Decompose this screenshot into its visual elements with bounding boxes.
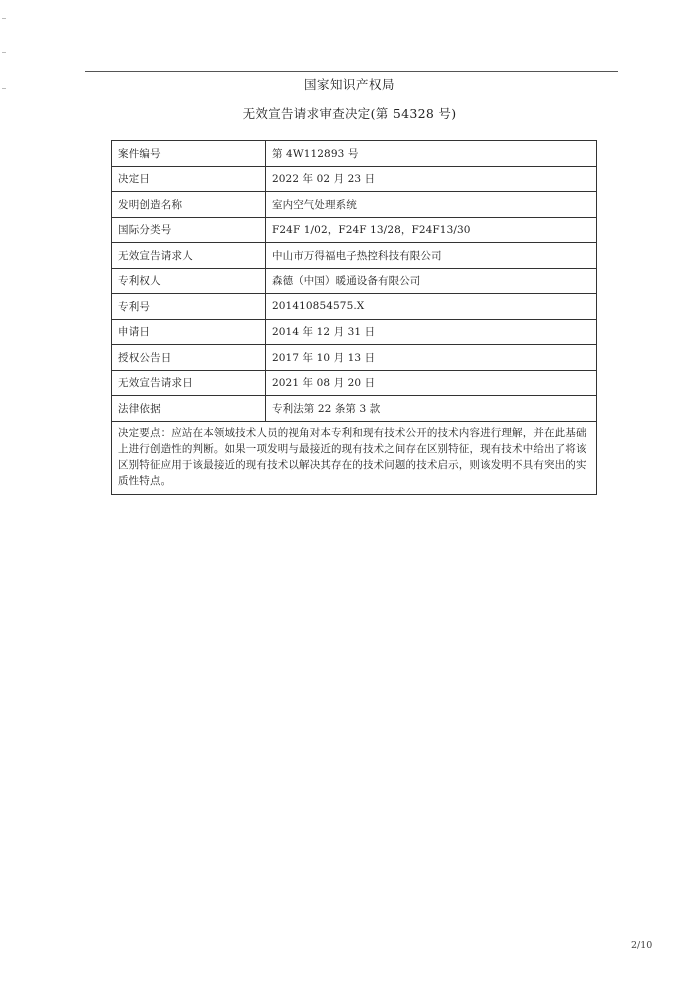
grant-date-value: 2017 年 10 月 13 日 bbox=[266, 345, 597, 371]
table-row bbox=[112, 294, 597, 320]
table-row bbox=[112, 396, 597, 422]
case-number-value: 第 4W112893 号 bbox=[266, 141, 597, 167]
request-date-label: 无效宣告请求日 bbox=[112, 370, 266, 396]
patent-number-value: 201410854575.X bbox=[266, 294, 597, 320]
patentee-label: 专利权人 bbox=[112, 268, 266, 294]
legal-basis-label: 法律依据 bbox=[112, 396, 266, 422]
table-row bbox=[112, 217, 597, 243]
decision-date-label: 决定日 bbox=[112, 166, 266, 192]
filing-date-value: 2014 年 12 月 31 日 bbox=[266, 319, 597, 345]
decision-title: 无效宣告请求审查决定(第 54328 号) bbox=[242, 106, 457, 121]
ipc-label: 国际分类号 bbox=[112, 217, 266, 243]
scan-mark bbox=[2, 52, 6, 53]
table-row bbox=[112, 166, 597, 192]
table-row bbox=[112, 345, 597, 371]
decision-summary: 决定要点：应站在本领域技术人员的视角对本专利和现有技术公开的技术内容进行理解，并在此基础上进行创造性的判断。如果一项发明与最接近的现有技术之间存在区别特征，现有技术中给出了将该区别特征应用于该最接近的现有技术以解决其存在的技术问题的技术启示，则该发明不具有突出的实质性特点。 bbox=[112, 421, 597, 494]
request-date-value: 2021 年 08 月 20 日 bbox=[266, 370, 597, 396]
patent-number-label: 专利号 bbox=[112, 294, 266, 320]
petitioner-label: 无效宣告请求人 bbox=[112, 243, 266, 269]
petitioner-value: 中山市万得福电子热控科技有限公司 bbox=[266, 243, 597, 269]
table-row bbox=[112, 141, 597, 167]
table-row bbox=[112, 268, 597, 294]
table-row bbox=[112, 421, 597, 494]
filing-date-label: 申请日 bbox=[112, 319, 266, 345]
scan-mark bbox=[2, 18, 6, 19]
grant-date-label: 授权公告日 bbox=[112, 345, 266, 371]
decision-date-value: 2022 年 02 月 23 日 bbox=[266, 166, 597, 192]
legal-basis-value: 专利法第 22 条第 3 款 bbox=[266, 396, 597, 422]
decision-info-table bbox=[111, 140, 597, 495]
office-name: 国家知识产权局 bbox=[303, 77, 395, 92]
case-number-label: 案件编号 bbox=[112, 141, 266, 167]
page-number: 2/10 bbox=[631, 940, 653, 951]
table-row bbox=[112, 370, 597, 396]
ipc-value: F24F 1/02，F24F 13/28，F24F13/30 bbox=[266, 217, 597, 243]
table-row bbox=[112, 243, 597, 269]
invention-name-label: 发明创造名称 bbox=[112, 192, 266, 218]
patentee-value: 森德（中国）暖通设备有限公司 bbox=[266, 268, 597, 294]
table-row bbox=[112, 319, 597, 345]
table-row bbox=[112, 192, 597, 218]
header-rule bbox=[85, 71, 618, 72]
invention-name-value: 室内空气处理系统 bbox=[266, 192, 597, 218]
